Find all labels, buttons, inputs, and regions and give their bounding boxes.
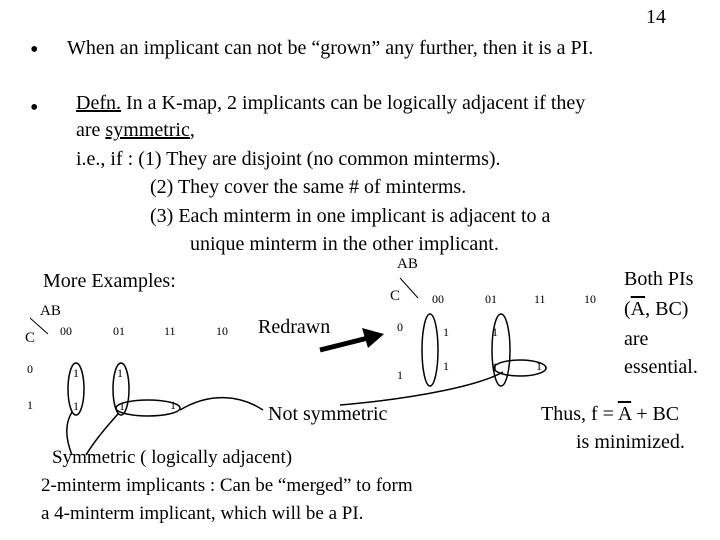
symmetric-note-line-1: Symmetric ( logically adjacent)	[52, 447, 293, 468]
bullet-1-marker: •	[30, 37, 39, 63]
definition-line-4: (2) They cover the same # of minterms.	[150, 176, 467, 198]
kmap-left-row-1: 1	[27, 398, 33, 412]
kmap-right-row-1: 1	[397, 368, 403, 382]
kmap-right-loop-bc	[494, 360, 546, 376]
kmap-left-col-01: 01	[113, 324, 125, 338]
kmap-left-cell: 1	[73, 399, 79, 413]
both-pis-line-3: are	[624, 328, 649, 350]
kmap-left-cell: 1	[117, 366, 123, 380]
defn-line-2-suffix: ,	[189, 119, 195, 141]
redrawn-arrow-shaft	[320, 338, 368, 350]
symmetric-note-line-2: 2-minterm implicants : Can be “merged” to form	[41, 475, 413, 496]
kmap-left-col-10: 10	[216, 324, 228, 338]
kmap-right-c-label: C	[390, 288, 401, 304]
both-pis-line-4: essential.	[624, 356, 698, 378]
kmap-left-cell: 1	[170, 398, 176, 412]
definition-line-5: (3) Each minterm in one implicant is adjacent to a	[150, 205, 551, 227]
not-symmetric-pointer-left	[180, 398, 263, 410]
kmap-left-row-0: 0	[27, 362, 33, 376]
kmap-left-loop-bc	[116, 400, 180, 416]
page-number: 14	[646, 6, 666, 28]
kmap-right-cell: 1	[443, 325, 449, 339]
kmap-left-corner-line	[30, 318, 48, 334]
symmetric-note-line-3: a 4-minterm implicant, which will be a PI.	[41, 503, 364, 524]
symmetric-term: symmetric	[105, 119, 190, 141]
symmetric-pointer-1	[67, 412, 72, 455]
kmap-left-col-00: 00	[60, 324, 72, 338]
symmetric-pointer-2	[86, 414, 118, 455]
redrawn-arrow-head	[362, 328, 384, 348]
not-symmetric-label: Not symmetric	[268, 403, 388, 425]
more-examples-heading: More Examples:	[43, 270, 176, 292]
thus-a-complement: $\overline{A}$	[617, 403, 632, 425]
bullet-2-marker: •	[30, 95, 39, 121]
kmap-right-cell: 1	[492, 360, 498, 374]
thus-prefix: Thus, f =	[541, 403, 618, 425]
both-pis-line-1: Both PIs	[624, 268, 694, 290]
bullet-1-text: When an implicant can not be “grown” any further, then it is a PI.	[67, 37, 594, 59]
thus-suffix: + BC	[631, 403, 680, 425]
kmap-left-cell: 1	[119, 399, 125, 413]
definition-line-3: i.e., if : (1) They are disjoint (no common minterms).	[76, 148, 501, 170]
kmap-right-col-10: 10	[584, 292, 596, 306]
thus-line-2: is minimized.	[576, 431, 685, 453]
defn-label: Defn.	[76, 92, 121, 114]
kmap-left-col-11: 11	[164, 324, 176, 338]
kmap-right-col-11: 11	[534, 292, 546, 306]
both-pis-paren: (	[624, 298, 631, 320]
defn-line-1-text: In a K-map, 2 implicants can be logically adjacent if they	[125, 92, 586, 114]
both-pis-rest: , BC)	[645, 298, 689, 320]
kmap-right-ab-label: AB	[397, 256, 418, 272]
kmap-right-cell: 1	[443, 359, 449, 373]
kmap-right-corner-line	[400, 278, 418, 298]
kmap-left-loop-col00	[68, 363, 84, 415]
kmap-left-cell: 1	[73, 366, 79, 380]
kmap-right-col-01: 01	[485, 292, 497, 306]
definition-line-6: unique minterm in the other implicant.	[190, 233, 499, 255]
redrawn-label: Redrawn	[258, 316, 331, 338]
kmap-right-cell: 1	[492, 325, 498, 339]
kmap-right-row-0: 0	[397, 320, 403, 334]
kmap-left-c-label: C	[25, 330, 36, 346]
kmap-right-cell: 1	[536, 359, 542, 373]
kmap-right-loop-col00	[422, 314, 438, 386]
kmap-left-ab-label: AB	[40, 303, 61, 319]
defn-line-2-prefix: are	[76, 119, 106, 141]
kmap-right-col-00: 00	[432, 292, 444, 306]
a-complement: $\overline{A}$	[630, 298, 646, 320]
not-symmetric-pointer-right	[340, 372, 503, 405]
